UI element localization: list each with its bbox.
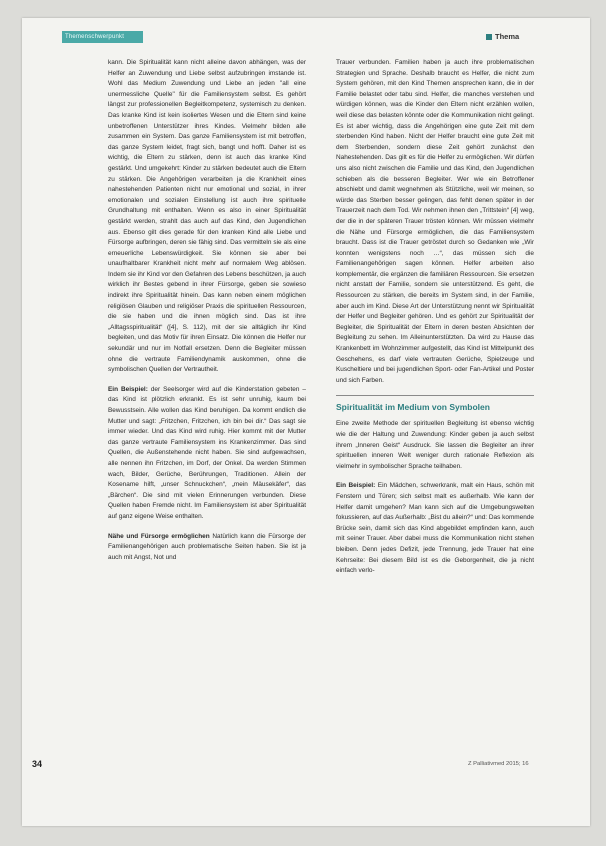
body-paragraph xyxy=(336,481,534,576)
theme-label-text: Thema xyxy=(495,32,520,41)
body-paragraph xyxy=(336,419,534,472)
paragraph-text: Ein Mädchen, schwerkrank, malt ein Haus, schön mit Fenstern und Türen; sich selbst malt es außerhalb. Wie kann der Helfer damit umgehen? Man kann sich auf die Umgebungswelten fokussieren, auf das Außerhalb: „Bist du allein?“ und: Das kommende Brücke sein, damit sich das Kind abgebildet empfinden kann, auch mit seiner Trauer. Aber dabei muss die Kommunikation nicht stehen bleiben. Denn jedes Defizit, jede Trennung, jede Trauer hat eine Kehrseite: Bei diesem Bild ist es die Geborgenheit, die ja nicht einfach verlo- xyxy=(336,482,534,575)
journal-citation: Z Palliativmed 2015; 16 xyxy=(468,761,529,767)
left-text-column xyxy=(108,58,306,572)
section-tag: Themenschwerpunkt xyxy=(62,31,143,43)
section-heading: Spiritualität im Medium von Symbolen xyxy=(336,402,490,413)
paragraph-lead: Nähe und Fürsorge ermöglichen xyxy=(108,532,210,540)
body-paragraph xyxy=(108,385,306,523)
body-paragraph xyxy=(336,58,534,386)
paragraph-text: kann. Die Spiritualität kann nicht alleine davon abhängen, was der Helfer an Zuwendung und Liebe selbst aufzubringen imstande ist. Wohl das Medium Zuwendung und Liebe an jeden "all eine unermessliche Quelle" für die Familiensystem selbst. Es gehört längst zur professionellen Begleitkompetenz, systemisch zu denken. Das kranke Kind ist kein isoliertes Wesen und die Eltern sind keine unbetroffenen Unterstützer ihres Kindes. Vielmehr bilden alle zusammen ein System. Das ganze Familiensystem ist mit betroffen, das ganze System leidet, fragt sich, bangt und hofft. Daher ist es wichtig, die Eltern zu stärken, denn ist auch das kranke Kind gestärkt. Und umgekehrt: Kinder zu stärken bedeutet auch die Eltern zu stärken. Die Angehörigen verarbeiten ja die Krankheit eines nahestehenden Patienten nicht nur emotional und sozial, in ihrer emotionalen und sozialen Einstellung ist auch ihre spirituelle Grundhaltung mit enthalten. Wenn es also in einer Spiritualität gestärkt werden, strahlt das auch auf das Kind, den Jugendlichen aus. Ebenso gilt dies gerade für den kranken Kind alle Liebe und Fürsorge aufbringen, deren sie fähig sind. Das vermitteln sie als eine erneuerliche Lebenswürdigkeit. Sie können sie aber bei unaufhaltbarer Krankheit nicht mehr auf normalem Weg ablösen. Indem sie ihr Kind vor den Gefahren des Lebens beschützen, ja auch wirklich ihr Bestes gebend in ihrer Fürsorge, geben sie sowieso indirekt ihre Spiritualität hinein. Das kann neben einem möglichen religiösen Glauben und religiöser Praxis die spirituellen Ressourcen, die sie haben und die ihnen möglich sind. Das ist ihre „Alltagsspiritualität“ ([4], S. 112), mit der sie alltäglich ihr Kind begleiten, und das Motiv für ihren Einsatz. Die können die Helfer nur sekundär und nur im Notfall ersetzen. Denn die Begleiter müssen ohne die vertraute Familiendynamik auskommen, ohne die symbolischen Quellen der Vertrautheit. xyxy=(108,59,306,374)
heading-rule xyxy=(336,395,534,396)
paragraph-text: Eine zweite Methode der spirituellen Begleitung ist ebenso wichtig wie die der Haltung und Zuwendung: Kinder geben ja auch selbst ihrem „Inneren Geist“ Ausdruck. Sie lassen die Begleiter an ihrer spirituellen inneren Welt weniger durch rationale Reflexion als vielmehr in symbolischer Sprache teilhaben. xyxy=(336,420,534,470)
theme-square-icon xyxy=(486,34,492,40)
paragraph-lead: Ein Beispiel: xyxy=(336,482,376,490)
body-paragraph xyxy=(108,58,306,376)
right-text-column xyxy=(336,58,534,586)
paragraph-text: Natürlich kann die Fürsorge der Familienangehörigen auch problematische Seiten haben. Sie ist ja auch mit Angst, Not und xyxy=(108,532,306,561)
paragraph-text: der Seelsorger wird auf die Kinderstation gebeten – das Kind ist plötzlich erkrankt. Es ist sehr unruhig, kaum bei Bewusstsein. Alle wollen das Kind beruhigen. Da kommt endlich die Mutter und sagt: „Fritzchen, Fritzchen, ich bin bei dir.“ Das sagt sie immer wieder. Und das Kind wird ruhig. Hier kommt mit der Mutter das ganze vertraute Familiensystem ins Krankenzimmer. Das sind Quellen, die Außenstehende nicht haben. Sie sind aufgewachsen, alle nennen ihn Fritzchen, im Dorf, der Onkel. Da werden Stimmen wach, Bilder, Gerüche, Berührungen, Traditionen. Allein der Kosename hilft, „unser Schnuckchen“, „mein Mäusekäfer“, das „Bärchen“. Die sind mit vielen Erinnerungen verbunden. Diese Quellen haben Fremde nicht. Im Familiensystem ist aber Spiritualität auf ganz eigene Weise enthalten. xyxy=(108,385,306,520)
page-number: 34 xyxy=(32,759,43,769)
paragraph-text: Trauer verbunden. Familien haben ja auch ihre problematischen Strategien und Sprache. Deshalb braucht es Helfer, die nicht zum System gehören, mit den Kind Themen ansprechen kann, die in der Familie belastet oder tabu sind. Helfer, die manches verstehen und würdigen können, was die Kinder den Eltern nicht erzählen wollen, weil diese das belasten könnte oder die Kommunikation nicht gelingt. Es ist aber wichtig, dass die Angehörigen eine gute Zeit mit dem sterbenden Kind haben. Nicht der Helfer braucht eine gute Zeit mit dem Sterbenden, sondern diese Zeit gehört zunächst den Nahestehenden. Das gilt es für die Helfer zu ermöglichen. Wir dürfen uns also nicht zwischen die Familie und das Kind, den Jugendlichen schieben als die besseren Begleiter. Wer wie ein Betroffener abschiebt und damit wegnehmen als Stützliche, weil wir meinen, so würde das Sterben besser gelingen, das fehlt denen später in der Trauerzeit nach dem Tod. Wir nehmen ihnen den „Trittstein“ [4] weg, der die in der späteren Trauer trösten können. Wir müssen vielmehr die Nähe und Fürsorge ermöglichen, die das Familiensystem braucht. Dass ist die Trauer getröstet durch so Gedanken wie „Wir konnten wenigstens noch …“, das müssen sich die Familienangehörigen sagen können. Helfer arbeiten also komplementär, die ergänzen die familiären Ressourcen. Sie ersetzen nicht anstatt der Familie, sondern sie unterstützend. Es geht, die Ressourcen zu stärken, die bereits im System sind, in der Familie, aber auch im Kind. Diese Art der Unterstützung nennt wir Spiritualität der Helfer und Begleiter gehören. Und es gehört zur Spiritualität der Begleiter, die Spiritualität der Eltern in deren besten Absichten der Begleitung zu sehen. Im Alleinunterstützten. Da wird zu Hause das Krankenbett im Wohnzimmer aufgestellt, das Kind ist Mittelpunkt des Geschehens, es darf viele vertrauten Gerüche, Spielzeuge und Kuscheltiere und bei jugendlichen Sport- oder Fan-Artikel und Poster und sich Farben. xyxy=(336,59,534,384)
theme-label xyxy=(486,32,519,41)
body-paragraph xyxy=(108,532,306,564)
paragraph-lead: Ein Beispiel: xyxy=(108,385,148,393)
